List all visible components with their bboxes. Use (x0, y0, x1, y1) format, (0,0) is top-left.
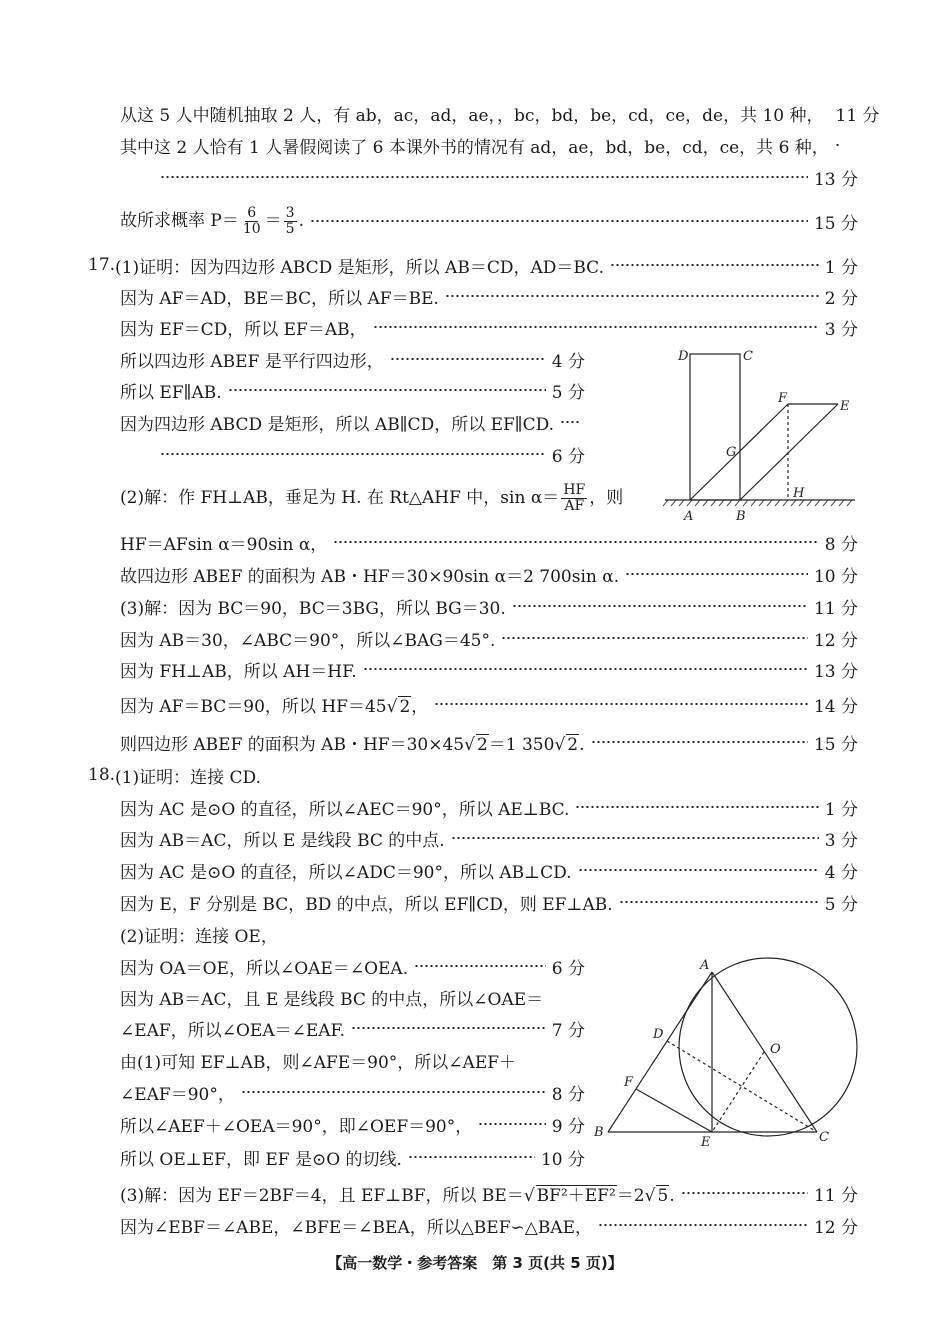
solution-text (120, 730, 585, 755)
equals-sign: ＝ (264, 210, 282, 231)
score-label: 11 分 (835, 105, 880, 126)
sqrt-sign: √ (523, 1185, 535, 1206)
page-footer: 【高一数学・参考答案 第 3 页(共 5 页)】 (327, 1254, 623, 1272)
leader-dots (414, 965, 546, 967)
solution-text: 所以 OE⊥EF，即 EF 是⊙O 的切线. (120, 1149, 402, 1170)
sqrt-sign: √ (464, 734, 475, 755)
fraction (561, 483, 587, 513)
solution-line (120, 795, 858, 819)
solution-line (120, 1112, 585, 1136)
leader-dots (625, 573, 808, 575)
solution-text: 所以四边形 ABEF 是平行四边形， (120, 351, 384, 372)
circle-triangle-figure (590, 952, 865, 1152)
solution-text: 因为 AB＝AC，且 E 是线段 BC 的中点，所以∠OAE＝ (120, 989, 544, 1010)
label-B: B (594, 1125, 604, 1140)
leader-dots (434, 703, 808, 705)
leader-dots (373, 326, 819, 328)
solution-line (88, 763, 858, 787)
period: . (298, 210, 304, 231)
solution-text: 因为 E，F 分别是 BC，BD 的中点，所以 EF∥CD，则 EF⊥AB. (120, 894, 613, 915)
score-label: 11 分 (813, 598, 858, 619)
rectangle-parallelogram-figure (660, 340, 860, 530)
question-number: 18. (88, 765, 116, 785)
score-label: 15 分 (813, 734, 858, 755)
label-H: H (793, 486, 805, 501)
leader-dots (478, 1123, 546, 1125)
score-label: 3 分 (824, 319, 858, 340)
solution-text: 因为 EF＝CD，所以 EF＝AB， (120, 319, 367, 340)
solution-text: 故四边形 ABEF 的面积为 AB・HF＝30×90sin α＝2 700sin α. (120, 566, 620, 587)
solution-text: 因为四边形 ABCD 是矩形，所以 AB∥CD，所以 EF∥CD. (120, 414, 555, 435)
solution-line (120, 692, 858, 716)
score-label: 1 分 (824, 257, 858, 278)
score-label: 6 分 (551, 958, 585, 979)
label-E: E (701, 1135, 711, 1150)
solution-text: 因为 AC 是⊙O 的直径，所以∠AEC＝90°，所以 AE⊥BC. (120, 799, 570, 820)
score-label: 15 分 (813, 213, 858, 234)
solution-text: (2)证明：连接 OE， (120, 926, 278, 947)
leader-dots (512, 605, 808, 607)
leader-dots (351, 1027, 546, 1029)
sine-suffix: ，则 (589, 487, 624, 508)
solution-line (88, 253, 858, 277)
label-E: E (840, 399, 850, 414)
solution-text: 因为 AB＝AC，所以 E 是线段 BC 的中点. (120, 830, 445, 851)
fraction-denominator: 5 (285, 220, 295, 237)
solution-line (120, 626, 858, 650)
score-label: 9 分 (551, 1116, 585, 1137)
leader-dots (363, 668, 808, 670)
solution-line (120, 530, 858, 554)
solution-line (120, 954, 585, 978)
leader-dots (501, 637, 808, 639)
leader-dots (835, 144, 839, 146)
label-C: C (819, 1130, 829, 1145)
solution-line (120, 315, 858, 339)
solution-line (120, 657, 858, 681)
solution-text: 因为 OA＝OE，所以∠OAE＝∠OEA. (120, 958, 409, 979)
solution-text: HF＝AFsin α＝90sin α， (120, 534, 328, 555)
score-label: 10 分 (540, 1149, 585, 1170)
solution-text (120, 1181, 675, 1206)
solution-text: 所以 EF∥AB. (120, 382, 222, 403)
solution-text: 所以∠AEF＋∠OEA＝90°，即∠OEF＝90°， (120, 1116, 473, 1137)
label-G: G (726, 445, 737, 460)
text-middle: ＝2 (616, 1185, 645, 1206)
solution-line (120, 730, 858, 754)
leader-dots (619, 901, 819, 903)
solution-line (120, 890, 858, 914)
label-O: O (770, 1042, 781, 1057)
question-number: 17. (88, 255, 116, 275)
score-label: 11 分 (813, 1185, 858, 1206)
label-B: B (736, 509, 746, 524)
solution-line (120, 133, 845, 157)
solution-line (120, 478, 624, 518)
text-prefix: 因为 AF＝BC＝90，所以 HF＝45 (120, 696, 387, 717)
text-suffix: . (669, 1185, 675, 1206)
solution-line (120, 826, 858, 850)
solution-line (120, 922, 858, 946)
solution-text: 由(1)可知 EF⊥AB，则∠AFE＝90°，所以∠AEF＋ (120, 1052, 517, 1073)
leader-dots (681, 1192, 808, 1194)
solution-line (120, 410, 585, 434)
score-label: 13 分 (813, 661, 858, 682)
radicand: 2 (567, 734, 579, 755)
leader-dots (445, 295, 819, 297)
solution-line (120, 101, 880, 126)
score-label: 12 分 (813, 630, 858, 651)
solution-text: 其中这 2 人恰有 1 人暑假阅读了 6 本课外书的情况有 ad，ae，bd，be，cd，ce，共 6 种， (120, 137, 829, 158)
label-D: D (653, 1027, 664, 1042)
solution-text: (3)解：因为 BC＝90，BC＝3BG，所以 BG＝30. (120, 598, 506, 619)
label-A: A (700, 958, 710, 973)
leader-dots (310, 220, 808, 222)
solution-text: (1)证明：连接 CD. (115, 767, 261, 788)
fraction (241, 206, 263, 236)
solution-line (120, 594, 858, 618)
leader-dots (598, 1224, 808, 1226)
score-label: 5 分 (551, 382, 585, 403)
solution-line (120, 1016, 585, 1040)
probability-prefix: 故所求概率 P＝ (120, 210, 239, 231)
score-label: 13 分 (813, 169, 858, 190)
sqrt-sign: √ (554, 734, 566, 755)
solution-line (160, 442, 585, 466)
solution-line (120, 562, 858, 586)
score-label: 4 分 (551, 351, 585, 372)
solution-text (120, 483, 623, 514)
solution-line (120, 1145, 585, 1169)
solution-line (120, 378, 585, 402)
solution-text: 因为 FH⊥AB，所以 AH＝HF. (120, 661, 357, 682)
text-prefix: 则四边形 ABEF 的面积为 AB・HF＝30×45 (120, 734, 465, 755)
score-label: 6 分 (551, 446, 585, 467)
label-F: F (778, 391, 788, 406)
leader-dots (390, 358, 546, 360)
score-label: 1 分 (824, 799, 858, 820)
solution-text: (1)证明：因为四边形 ABCD 是矩形，所以 AB＝CD，AD＝BC. (115, 257, 604, 278)
solution-line (120, 858, 858, 882)
fraction-numerator: HF (563, 481, 586, 498)
sqrt-sign: √ (386, 696, 398, 717)
fraction-numerator: 6 (247, 204, 257, 221)
solution-text: ∠EAF＝90°， (120, 1084, 235, 1105)
solution-line (120, 1080, 585, 1104)
solution-line (120, 347, 585, 371)
solution-text: ∠EAF，所以∠OEA＝∠EAF. (120, 1020, 346, 1041)
leader-dots (408, 1156, 535, 1158)
radicand: 2 (476, 734, 488, 755)
solution-line (120, 985, 585, 1009)
leader-dots (333, 541, 818, 543)
fraction (284, 206, 297, 236)
score-label: 8 分 (551, 1084, 585, 1105)
radicand: 5 (657, 1185, 669, 1206)
leader-dots (591, 741, 808, 743)
text-suffix: ， (411, 696, 429, 717)
score-label: 12 分 (813, 1217, 858, 1238)
text-prefix: (3)解：因为 EF＝2BF＝4，且 EF⊥BF，所以 BE＝ (120, 1185, 524, 1206)
label-C: C (743, 349, 753, 364)
fraction-denominator: 10 (242, 220, 261, 237)
leader-dots (560, 421, 579, 423)
solution-text (120, 206, 304, 237)
text-middle: ＝1 350 (488, 734, 555, 755)
score-label: 7 分 (551, 1020, 585, 1041)
solution-text: 因为∠EBF＝∠ABE，∠BFE＝∠BEA，所以△BEF∽△BAE， (120, 1217, 592, 1238)
leader-dots (160, 453, 546, 455)
solution-line (120, 1178, 858, 1208)
solution-text: 因为 AF＝AD，BE＝BC，所以 AF＝BE. (120, 288, 439, 309)
score-label: 10 分 (813, 566, 858, 587)
score-label: 8 分 (824, 534, 858, 555)
solution-line (120, 284, 858, 308)
solution-text: 从这 5 人中随机抽取 2 人，有 ab，ac，ad，ae，，bc，bd，be，cd，ce，de，共 10 种， (120, 105, 824, 126)
solution-text: 因为 AB＝30，∠ABC＝90°，所以∠BAG＝45°. (120, 630, 496, 651)
sqrt-sign: √ (644, 1185, 656, 1206)
leader-dots (451, 837, 819, 839)
label-D: D (678, 349, 689, 364)
leader-dots (241, 1091, 546, 1093)
leader-dots (160, 176, 808, 178)
sine-prefix: (2)解：作 FH⊥AB，垂足为 H. 在 Rt△AHF 中，sin α＝ (120, 487, 560, 508)
leader-dots (578, 869, 819, 871)
label-F: F (624, 1075, 634, 1090)
score-label: 14 分 (813, 696, 858, 717)
solution-line (160, 165, 858, 189)
fraction-denominator: AF (564, 497, 585, 514)
solution-text (120, 692, 428, 717)
score-label: 3 分 (824, 830, 858, 851)
solution-line (120, 1213, 858, 1237)
score-label: 2 分 (824, 288, 858, 309)
leader-dots (610, 264, 819, 266)
leader-dots (228, 389, 546, 391)
radicand: 2 (399, 696, 411, 717)
score-label: 4 分 (824, 862, 858, 883)
radicand: BF²＋EF² (536, 1185, 616, 1206)
leader-dots (575, 806, 818, 808)
solution-line (120, 205, 858, 237)
fraction-numerator: 3 (285, 204, 295, 221)
label-A: A (684, 509, 694, 524)
solution-text: 因为 AC 是⊙O 的直径，所以∠ADC＝90°，所以 AB⊥CD. (120, 862, 572, 883)
solution-line (120, 1048, 585, 1072)
score-label: 5 分 (824, 894, 858, 915)
text-suffix: . (579, 734, 585, 755)
